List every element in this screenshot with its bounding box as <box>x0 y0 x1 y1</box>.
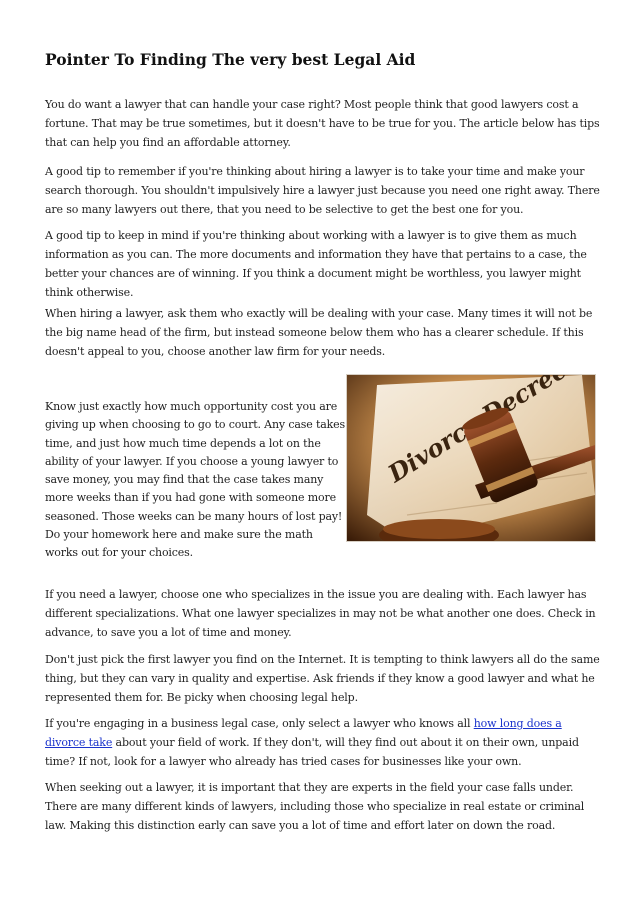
paragraph-take-your-time: A good tip to remember if you're thinking about hiring a lawyer is to take your time and make your search thorough. You shouldn't impulsively hire a lawyer just because you need one right away. There are so many lawyers out there, that you need to be selective to get the best one for you. <box>45 165 600 216</box>
paragraph-dont-pick-first: Don't just pick the first lawyer you find on the Internet. It is tempting to think lawyers all do the same thing, but they can vary in quality and expertise. Ask friends if they know a good lawyer and what he represented them for. Be picky when choosing legal help. <box>45 653 600 704</box>
paragraph-opportunity-cost: Know just exactly how much opportunity cost you are giving up when choosing to go to court. Any case takes time, and just how much time depends a lot on the ability of your lawyer. If you choose a young lawyer to save money, you may find that the case takes many more weeks than if you had gone with someone more seasoned. Those weeks can be many hours of lost pay! Do your homework here and make sure the math works out for your choices. <box>45 400 345 560</box>
paragraph-who-handles-case: When hiring a lawyer, ask them who exactly will be dealing with your case. Many times it will not be the big name head of the firm, but instead someone below them who has a clearer schedule. If this doesn't appeal to you, choose another law firm for your needs. <box>45 307 593 358</box>
paragraph-business-case <box>45 714 603 771</box>
divorce-duration-link[interactable]: how long does a divorce take <box>45 717 562 749</box>
divorce-decree-image <box>346 374 596 542</box>
paragraph-business-case-before: If you're engaging in a business legal case, only select a lawyer who knows all <box>45 717 474 730</box>
paragraph-business-case-after: about your field of work. If they don't, will they find out about it on their own, unpaid time? If not, look for a lawyer who already has tried cases for businesses like your own. <box>45 736 579 768</box>
page-title: Pointer To Finding The very best Legal Aid <box>45 50 416 69</box>
divorce-decree-text: Divorce Decree <box>382 375 572 489</box>
paragraph-field-expertise: When seeking out a lawyer, it is important that they are experts in the field your case falls under. There are many different kinds of lawyers, including those who specialize in real estate or criminal law. Making this distinction early can save you a lot of time and effort later on down the road. <box>45 781 585 832</box>
paragraph-specialization: If you need a lawyer, choose one who specializes in the issue you are dealing with. Each lawyer has different specializations. What one lawyer specializes in may not be what another one does. Check in advance, to save you a lot of time and money. <box>45 588 596 639</box>
gavel-on-document-icon <box>347 375 595 541</box>
paragraph-information: A good tip to keep in mind if you're thinking about working with a lawyer is to give them as much information as you can. The more documents and information they have that pertains to a case, the better your chances are of winning. If you think a document might be worthless, you lawyer might think otherwise. <box>45 229 587 299</box>
paragraph-intro: You do want a lawyer that can handle your case right? Most people think that good lawyers cost a fortune. That may be true sometimes, but it doesn't have to be true for you. The article below has tips that can help you find an affordable attorney. <box>45 98 600 149</box>
